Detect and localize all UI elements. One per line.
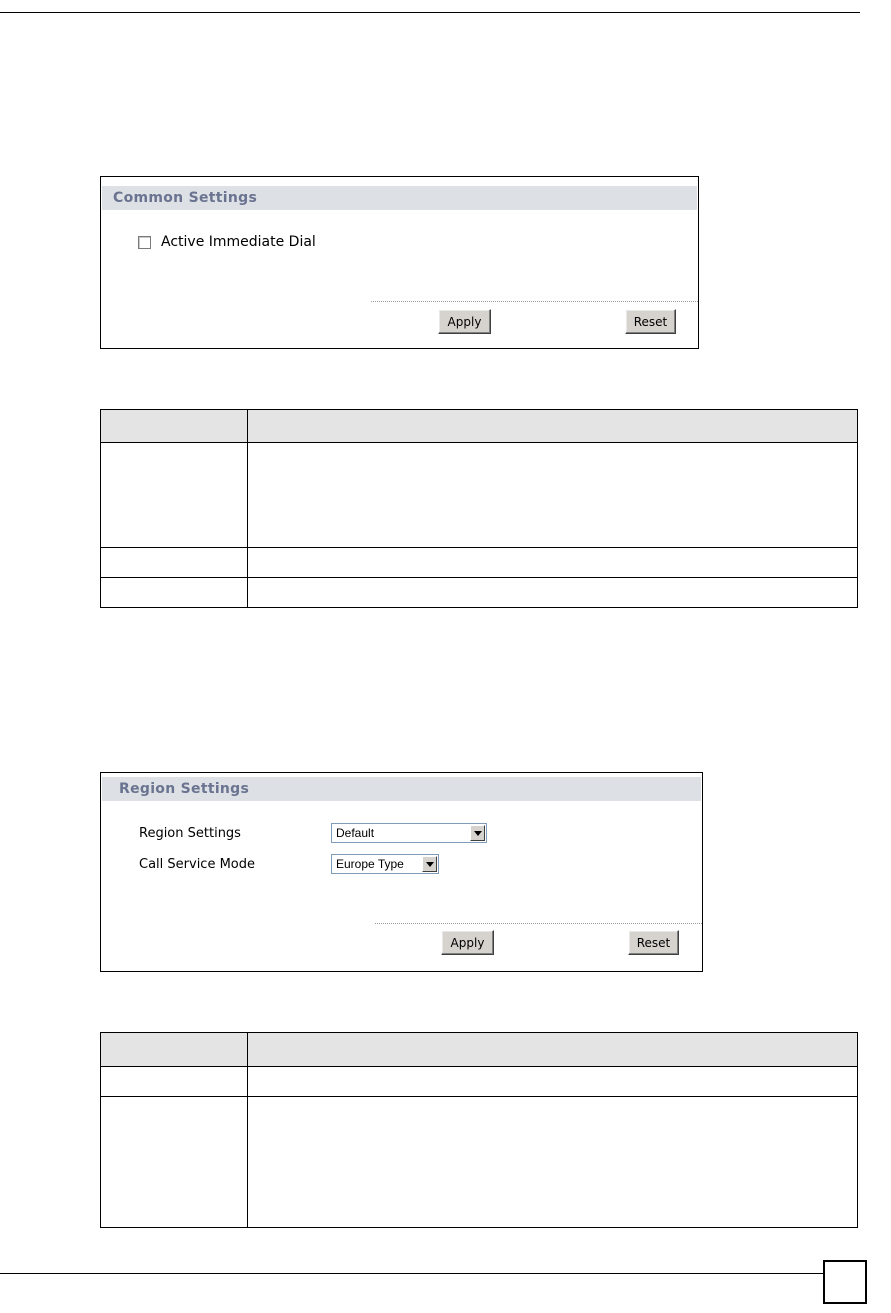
table-cell [248,1067,858,1097]
region-settings-select[interactable] [331,823,487,843]
table-row [101,548,858,578]
table-cell [248,443,858,548]
table-cell [101,443,248,548]
table-cell [101,1067,248,1097]
table-cell [248,578,858,608]
reset-button[interactable]: Reset [628,930,679,955]
table-row [101,443,858,548]
button-separator [371,301,698,302]
region-settings-label: Region Settings [139,826,241,841]
apply-button[interactable]: Apply [438,309,491,334]
table-cell [101,578,248,608]
table-header-cell [101,1033,248,1067]
common-settings-panel [100,176,699,349]
common-settings-field-table [100,409,858,608]
region-settings-panel [100,772,703,972]
table-cell [101,1097,248,1228]
active-immediate-dial-label: Active Immediate Dial [161,234,316,250]
table-cell [248,548,858,578]
call-service-mode-value: Europe Type [336,857,404,871]
region-settings-title: Region Settings [102,777,701,801]
page-number-box [823,1260,867,1304]
button-separator [375,923,702,924]
chevron-down-icon[interactable] [422,856,437,872]
reset-button[interactable]: Reset [625,309,676,334]
region-settings-value: Default [336,826,375,840]
active-immediate-dial-checkbox[interactable] [138,236,151,249]
page-footer-rule [0,1273,823,1274]
table-header-cell [248,1033,858,1067]
table-row [101,1097,858,1228]
apply-button[interactable]: Apply [441,930,494,955]
table-cell [101,548,248,578]
region-settings-field-table [100,1032,858,1228]
call-service-mode-select[interactable] [331,854,439,874]
chevron-down-icon[interactable] [470,825,485,841]
table-cell [248,1097,858,1228]
table-row [101,578,858,608]
page-header-rule [0,12,860,13]
table-header-cell [101,410,248,443]
call-service-mode-label: Call Service Mode [139,857,255,872]
common-settings-title: Common Settings [102,186,697,210]
table-row [101,1067,858,1097]
table-header-cell [248,410,858,443]
